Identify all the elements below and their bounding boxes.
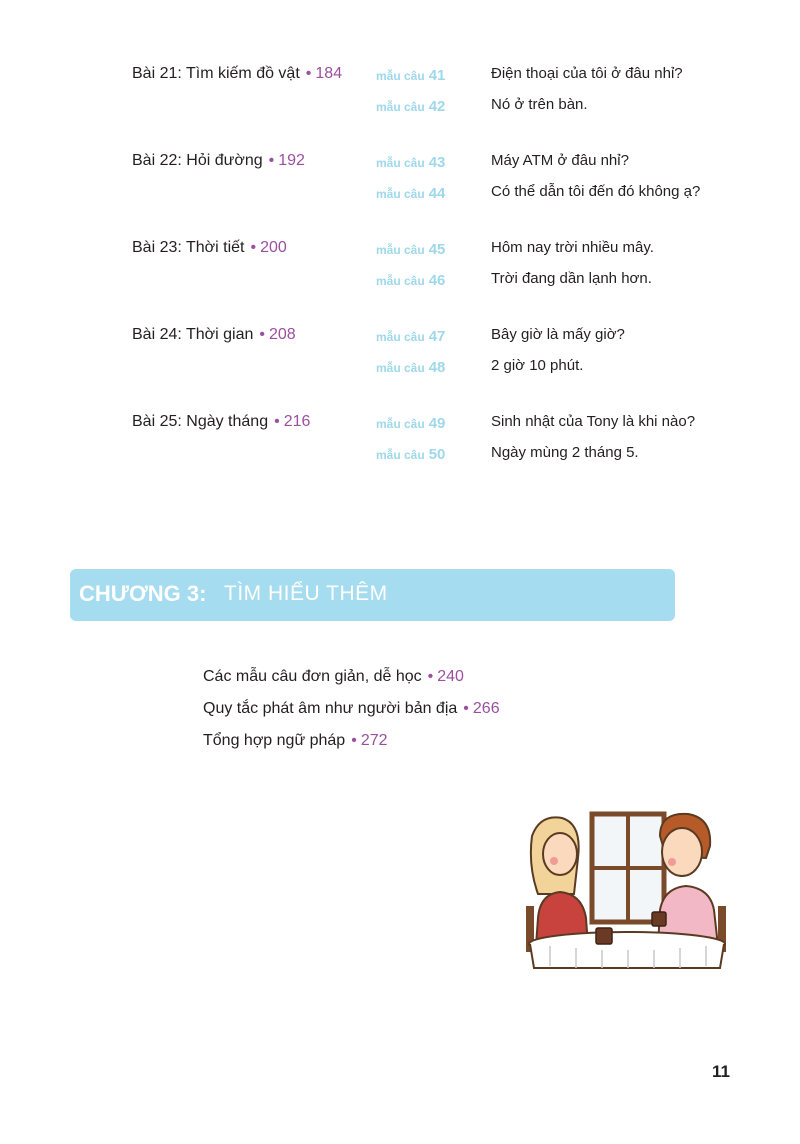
pattern-label: mẫu câu 48 (376, 359, 446, 376)
bullet: • (351, 732, 357, 749)
bullet: • (268, 152, 275, 169)
cafe-conversation-illustration (520, 806, 734, 972)
bullet: • (259, 326, 265, 343)
pattern-sentence: Có thể dẫn tôi đến đó không ạ? (491, 183, 701, 200)
pattern-label: mẫu câu 47 (376, 328, 446, 345)
page-number: 11 (712, 1062, 730, 1081)
chapter-title: TÌM HIỂU THÊM (224, 582, 388, 605)
extra-item: Các mẫu câu đơn giản, dễ học • 240 (203, 668, 464, 685)
pattern-label: mẫu câu 50 (376, 446, 446, 463)
lesson-title: Bài 24: Thời gian • 208 (132, 326, 296, 343)
page-ref: 240 (437, 668, 464, 685)
page-ref: 216 (283, 413, 311, 430)
pattern-sentence: Nó ở trên bàn. (491, 96, 588, 113)
pattern-sentence: Sinh nhật của Tony là khi nào? (491, 413, 696, 430)
bullet: • (305, 65, 312, 82)
pattern-sentence: Trời đang dần lạnh hơn. (491, 270, 652, 287)
woman-face (543, 833, 577, 875)
page-ref: 200 (260, 239, 287, 256)
pattern-sentence: Hôm nay trời nhiều mây. (491, 239, 654, 256)
bullet: • (427, 668, 434, 685)
page-ref: 272 (360, 732, 388, 749)
page-ref: 192 (278, 152, 305, 169)
cup (596, 928, 612, 944)
pattern-sentence: 2 giờ 10 phút. (491, 357, 584, 374)
lesson-title: Bài 21: Tìm kiếm đồ vật • 184 (132, 65, 343, 82)
bullet: • (463, 700, 469, 717)
pattern-label: mẫu câu 42 (376, 98, 446, 115)
pattern-sentence: Máy ATM ở đâu nhỉ? (491, 152, 629, 169)
extra-item: Tổng hợp ngữ pháp • 272 (203, 732, 388, 749)
pattern-sentence: Bây giờ là mấy giờ? (491, 326, 625, 343)
page-ref: 266 (472, 700, 500, 717)
pattern-label: mẫu câu 46 (376, 272, 446, 289)
chapter-header (70, 569, 675, 621)
cup (652, 912, 666, 926)
pattern-label: mẫu câu 49 (376, 415, 446, 432)
lesson-title: Bài 22: Hỏi đường • 192 (132, 152, 305, 169)
pattern-label: mẫu câu 45 (376, 241, 446, 258)
lesson-title: Bài 25: Ngày tháng • 216 (132, 413, 311, 430)
pattern-label: mẫu câu 44 (376, 185, 446, 202)
man-face (662, 828, 702, 876)
page-ref: 184 (315, 65, 343, 82)
chapter-number: CHƯƠNG 3: (79, 581, 207, 606)
pattern-sentence: Điện thoại của tôi ở đâu nhỉ? (491, 65, 683, 82)
extra-item: Quy tắc phát âm như người bản địa • 266 (203, 700, 500, 717)
pattern-label: mẫu câu 43 (376, 154, 446, 171)
bullet: • (274, 413, 280, 430)
pattern-sentence: Ngày mùng 2 tháng 5. (491, 444, 639, 461)
lesson-title: Bài 23: Thời tiết • 200 (132, 239, 287, 256)
page-ref: 208 (269, 326, 296, 343)
pattern-label: mẫu câu 41 (376, 67, 446, 84)
bullet: • (250, 239, 257, 256)
